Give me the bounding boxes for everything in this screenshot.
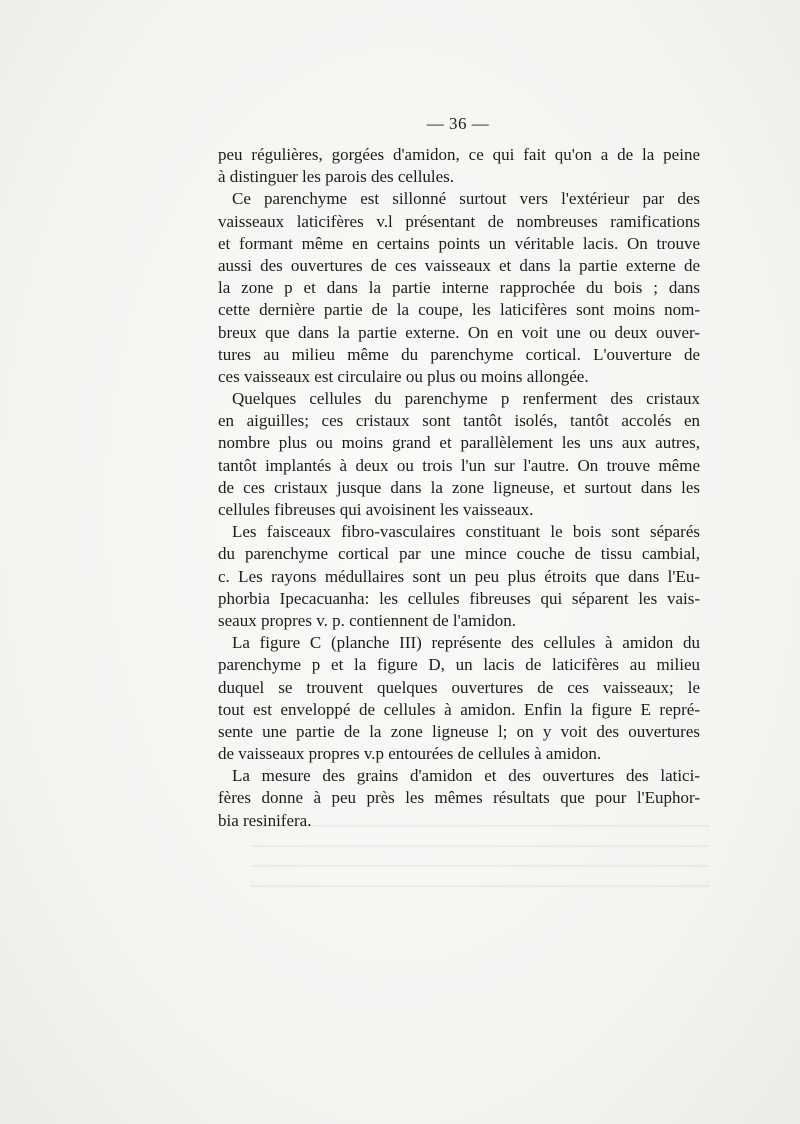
text-line-content: vaisseaux laticifères v.l présentant de nombreuses ramifications: [218, 211, 700, 231]
text-line: [218, 410, 700, 432]
text-line: [218, 765, 700, 787]
text-line: [218, 477, 700, 499]
text-line-content: aussi des ouvertures de ces vaisseaux et dans la partie externe de: [218, 255, 700, 275]
text-line-content: à distinguer les parois des cellules.: [218, 167, 455, 187]
text-line-content: phorbia Ipecacuanha: les cellules fibreuses qui séparent les vais-: [218, 588, 700, 608]
text-line-content: Ce parenchyme est sillonné surtout vers l'extérieur par des: [232, 189, 700, 209]
text-line: [218, 455, 700, 477]
text-line-content: La figure C (planche III) représente des cellules à amidon du: [232, 633, 700, 653]
text-line-content: breux que dans la partie externe. On en voit une ou deux ouver-: [218, 322, 700, 342]
text-line-content: cette dernière partie de la coupe, les laticifères sont moins nom-: [218, 300, 700, 320]
text-line: [218, 166, 700, 188]
text-line: [218, 233, 700, 255]
text-line: [218, 432, 700, 454]
text-line: [218, 277, 700, 299]
body-text: [218, 144, 700, 832]
text-line: [218, 388, 700, 410]
text-line-content: et formant même en certains points un véritable lacis. On trouve: [218, 233, 700, 253]
text-line-content: seaux propres v. p. contiennent de l'amidon.: [218, 610, 516, 630]
text-line-content: La mesure des grains d'amidon et des ouvertures des latici-: [232, 766, 700, 786]
text-line: [218, 588, 700, 610]
text-line: [218, 188, 700, 210]
text-line: [218, 499, 700, 521]
text-line-content: bia resinifera.: [218, 810, 312, 830]
text-line: [218, 211, 700, 233]
text-line: [218, 521, 700, 543]
text-line-content: peu régulières, gorgées d'amidon, ce qui fait qu'on a de la peine: [218, 145, 700, 164]
text-line-content: tantôt implantés à deux ou trois l'un sur l'autre. On trouve même: [218, 455, 700, 475]
text-line-content: de vaisseaux propres v.p entourées de cellules à amidon.: [218, 744, 602, 764]
text-line: [218, 566, 700, 588]
text-line-content: tout est enveloppé de cellules à amidon. Enfin la figure E repré-: [218, 699, 700, 719]
text-line-content: en aiguilles; ces cristaux sont tantôt isolés, tantôt accolés en: [218, 411, 700, 431]
text-line-content: parenchyme p et la figure D, un lacis de laticifères au milieu: [218, 655, 700, 675]
text-line-content: nombre plus ou moins grand et parallèlement les uns aux autres,: [218, 433, 700, 453]
text-line-content: fères donne à peu près les mêmes résultats que pour l'Euphor-: [218, 788, 700, 808]
text-line-content: de ces cristaux jusque dans la zone ligneuse, et surtout dans les: [218, 477, 700, 497]
text-line-content: cellules fibreuses qui avoisinent les vaisseaux.: [218, 500, 534, 519]
page-number: — 36 —: [426, 114, 490, 133]
text-line: [218, 543, 700, 565]
text-line: [218, 144, 700, 166]
text-line: [218, 344, 700, 366]
show-through-texture: [250, 825, 710, 895]
text-line: [218, 699, 700, 721]
text-line: [218, 787, 700, 809]
text-line: [218, 322, 700, 344]
text-line: [218, 366, 700, 388]
text-line-content: tures au milieu même du parenchyme cortical. L'ouverture de: [218, 344, 700, 364]
text-line: [218, 610, 700, 632]
text-line-content: du parenchyme cortical par une mince couche de tissu cambial,: [218, 544, 700, 564]
text-line-content: sente une partie de la zone ligneuse l; on y voit des ouvertures: [218, 721, 700, 741]
text-line-content: ces vaisseaux est circulaire ou plus ou moins allongée.: [218, 366, 589, 386]
text-line: [218, 721, 700, 743]
text-line-content: Les faisceaux fibro-vasculaires constituant le bois sont séparés: [232, 522, 700, 542]
text-line-content: duquel se trouvent quelques ouvertures de ces vaisseaux; le: [218, 677, 700, 697]
text-line-content: c. Les rayons médullaires sont un peu plus étroits que dans l'Eu-: [218, 566, 700, 586]
text-line: [218, 654, 700, 676]
text-line-content: Quelques cellules du parenchyme p renferment des cristaux: [232, 389, 700, 409]
text-line: [218, 255, 700, 277]
text-line: [218, 632, 700, 654]
text-line: [218, 743, 700, 765]
text-line: [218, 299, 700, 321]
text-line: [218, 677, 700, 699]
text-line-content: la zone p et dans la partie interne rapprochée du bois ; dans: [218, 278, 700, 298]
